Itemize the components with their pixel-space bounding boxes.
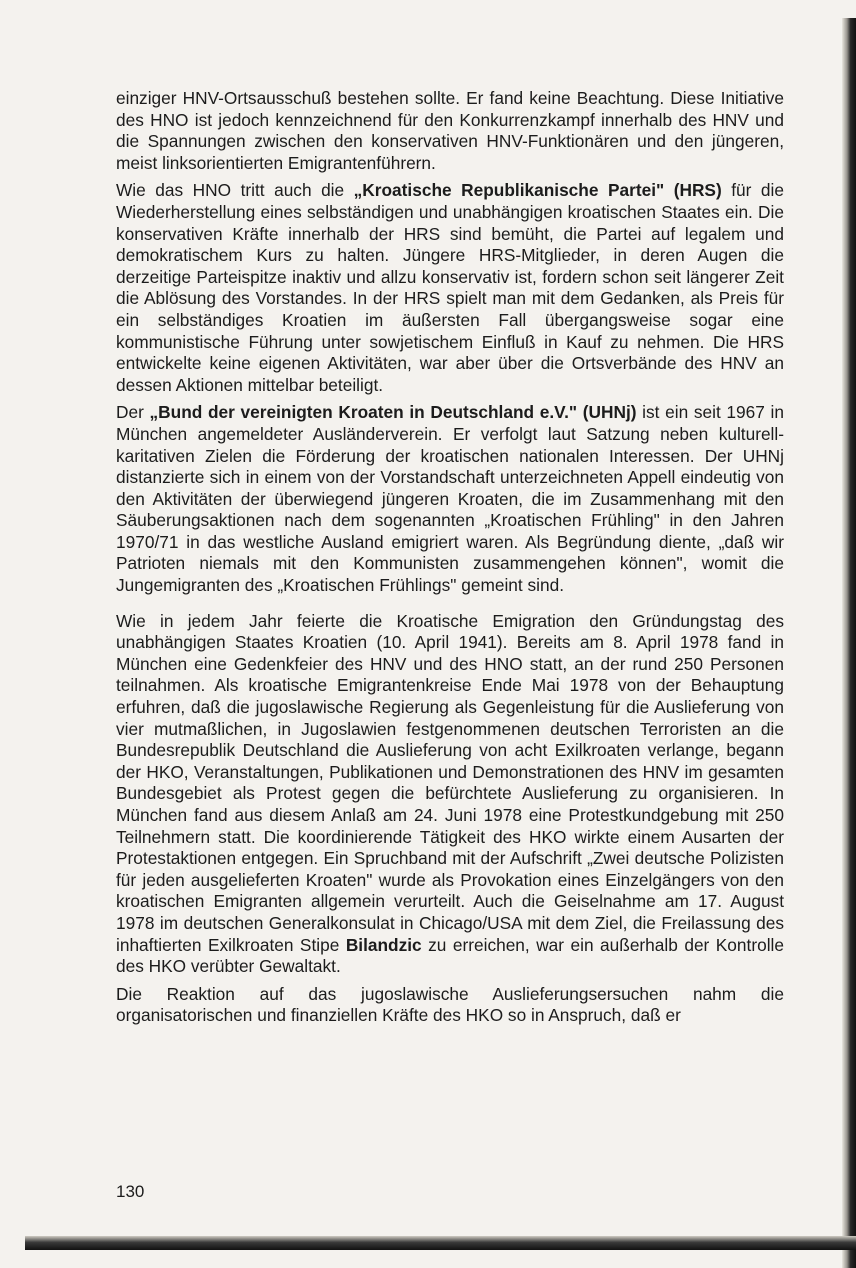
org-name-uhnj: „Bund der vereinigten Kroaten in Deutschland e.V." (UHNj) (149, 402, 637, 423)
paragraph (116, 88, 784, 174)
person-name-bilandzic: Bilandzic (345, 934, 422, 955)
text-column (116, 88, 784, 1033)
text-segment: Die Reaktion auf das jugoslawische Auslieferungsersuchen nahm die organisatorischen und finanziellen Kräfte des HKO so in Anspruch, daß er (116, 983, 784, 1026)
page-number: 130 (116, 1182, 145, 1201)
text-segment: Der (116, 402, 150, 423)
party-name-hrs: „Kroatische Republikanische Partei" (HRS) (353, 180, 722, 201)
text-segment: Wie das HNO tritt auch die (116, 180, 354, 201)
page-edge-bottom (25, 1236, 856, 1250)
paragraph (116, 180, 784, 396)
paragraph (116, 402, 784, 596)
text-segment: einziger HNV-Ortsausschuß bestehen sollte. Er fand keine Beachtung. Diese Initiative des HNO ist jedoch kennzeichnend für den Konkurrenzkampf innerhalb des HNV und die Spannungen zwischen den konservativen HNV-Funktionären und den jüngeren, meist linksorientierten Emigrantenführern. (116, 88, 784, 173)
paragraph (116, 984, 784, 1027)
text-segment: ist ein seit 1967 in München angemeldeter Ausländerverein. Er verfolgt laut Satzung neben kulturell-karitativen Zielen die Förderung der kroatischen nationalen Interessen. Der UHNj distanzierte sich in einem von der Vorstandschaft unterzeichneten Appell eindeutig von den Aktivitäten der überwiegend jüngeren Kroaten, die im Zusammenhang mit den Säuberungsaktionen nach dem sogenannten „Kroatischen Frühling" in den Jahren 1970/71 in das westliche Ausland emigriert waren. Als Begründung diente, „daß wir Patrioten niemals mit den Kommunisten zusammengehen können", womit die Jungemigranten des „Kroatischen Frühlings" gemeint sind. (116, 402, 784, 596)
paragraph (116, 611, 784, 978)
page-edge-right (842, 18, 856, 1268)
text-segment: Wie in jedem Jahr feierte die Kroatische Emigration den Gründungstag des unabhängigen Staates Kroatien (10. April 1941). Bereits am 8. April 1978 fand in München eine Gedenkfeier des HNV und des HNO statt, an der rund 250 Personen teilnahmen. Als kroatische Emigrantenkreise Ende Mai 1978 von der Behauptung erfuhren, daß die jugoslawische Regierung als Gegenleistung für die Auslieferung von vier mutmaßlichen, in Jugoslawien festgenommenen deutschen Terroristen an die Bundesrepublik Deutschland die Auslieferung von acht Exilkroaten verlange, begann der HKO, Veranstaltungen, Publikationen und Demonstrationen des HNV im gesamten Bundesgebiet als Protest gegen die befürchtete Auslieferung zu organisieren. In München fand aus diesem Anlaß am 24. Juni 1978 eine Protestkundgebung mit 250 Teilnehmern statt. Die koordinierende Tätigkeit des HKO wirkte einem Ausarten der Protestaktionen entgegen. Ein Spruchband mit der Aufschrift „Zwei deutsche Polizisten für jeden ausgelieferten Kroaten" wurde als Provokation eines Einzelgängers von den kroatischen Emigranten allgemein verurteilt. Auch die Geiselnahme am 17. August 1978 im deutschen Generalkonsulat in Chicago/USA mit dem Ziel, die Freilassung des inhaftierten Exilkroaten Stipe (116, 610, 784, 955)
text-segment: für die Wiederherstellung eines selbständigen und unabhängigen kroatischen Staates ein. Die konservativen Kräfte innerhalb der HRS sind bemüht, die Partei auf legalem und demokratischem Kurs zu halten. Jüngere HRS-Mitglieder, in deren Augen die derzeitige Parteispitze inaktiv und allzu konservativ ist, fordern schon seit längerer Zeit die Ablösung des Vorstandes. In der HRS spielt man mit dem Gedanken, als Preis für ein selbständiges Kroatien im äußersten Fall übergangsweise sogar eine kommunistische Führung unter sowjetischem Einfluß in Kauf zu nehmen. Die HRS entwickelte keine eigenen Aktivitäten, war aber über die Ortsverbände des HNV an dessen Aktionen mittelbar beteiligt. (116, 180, 784, 395)
text-segment: zu erreichen, war ein außerhalb der Kontrolle des HKO verübter Gewaltakt. (116, 934, 784, 977)
